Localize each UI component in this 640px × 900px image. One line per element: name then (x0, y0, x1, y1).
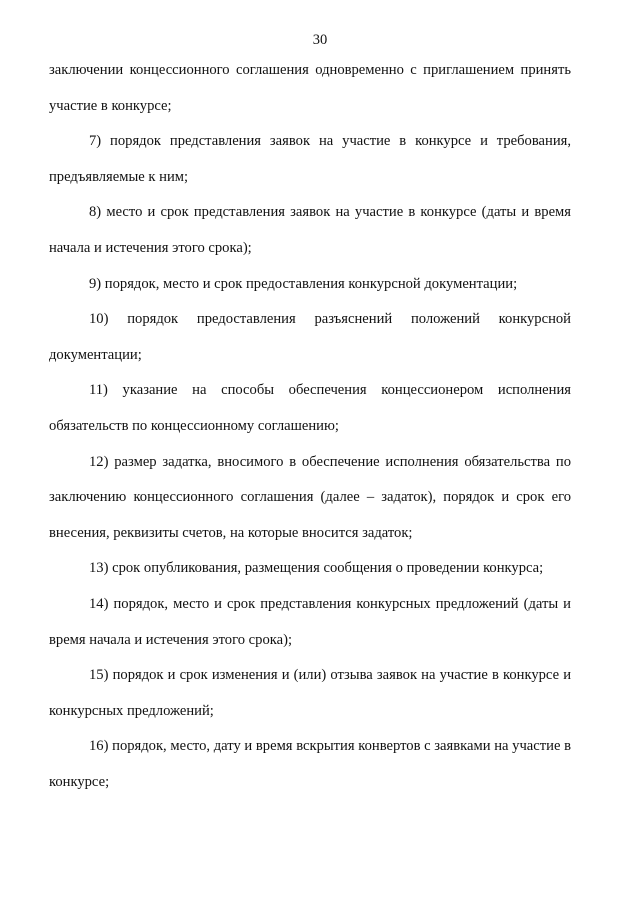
document-body (49, 53, 571, 800)
list-item-10: 10) порядок предоставления разъяснений положений конкурсной документации; (49, 311, 571, 363)
list-item-8: 8) место и срок представления заявок на участие в конкурсе (даты и время начала и истечения этого срока); (49, 204, 571, 256)
paragraph-continuation: заключении концессионного соглашения одновременно с приглашением принять участие в конкурсе; (49, 62, 571, 114)
list-item-15: 15) порядок и срок изменения и (или) отзыва заявок на участие в конкурсе и конкурсных предложений; (49, 667, 571, 719)
page-number: 30 (312, 32, 328, 48)
list-item-14: 14) порядок, место и срок представления конкурсных предложений (даты и время начала и истечения этого срока); (49, 595, 571, 648)
list-item-13: 13) срок опубликования, размещения сообщения о проведении конкурса; (89, 560, 544, 577)
list-item-16: 16) порядок, место, дату и время вскрытия конвертов с заявками на участие в конкурсе; (49, 738, 571, 790)
list-item-11: 11) указание на способы обеспечения концессионером исполнения обязательств по концессионному соглашению; (49, 382, 571, 434)
list-item-9: 9) порядок, место и срок предоставления конкурсной документации; (89, 275, 518, 292)
list-item-12: 12) размер задатка, вносимого в обеспечение исполнения обязательства по заключению концессионного соглашения (далее – задаток), порядок и срок его внесения, реквизиты счетов, на которые вносится задаток; (49, 453, 571, 541)
list-item-7: 7) порядок представления заявок на участие в конкурсе и требования, предъявляемые к ним; (49, 133, 571, 185)
